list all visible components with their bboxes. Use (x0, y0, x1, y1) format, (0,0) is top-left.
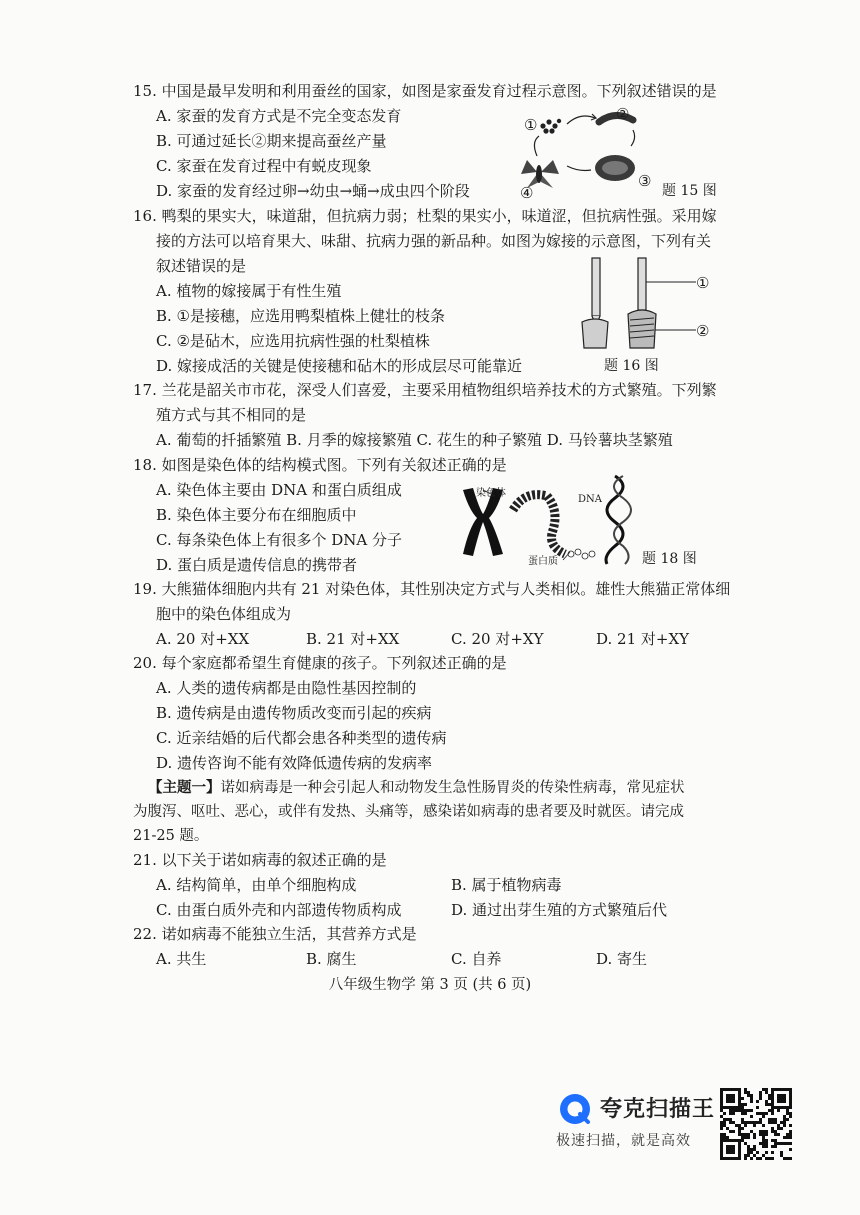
q21-stem: 21. 以下关于诺如病毒的叙述正确的是 (133, 851, 387, 869)
q18-label-chromosome: 染色体 (476, 488, 506, 499)
q20-option-d: D. 遗传咨询不能有效降低遗传病的发病率 (156, 754, 433, 772)
q16-stem-line3: 叙述错误的是 (156, 257, 247, 275)
q20-option-c: C. 近亲结婚的后代都会患各种类型的遗传病 (156, 729, 447, 747)
q17-stem-line2: 殖方式与其不相同的是 (156, 406, 307, 424)
grafting-figure (570, 252, 700, 352)
scanner-slogan: 极速扫描，就是高效 (556, 1133, 691, 1149)
q15-stem: 15. 中国是最早发明和利用蚕丝的国家，如图是家蚕发育过程示意图。下列叙述错误的是 (133, 82, 717, 100)
q15-label-4: ④ (520, 184, 534, 202)
q16-figure-caption: 题 16 图 (604, 358, 659, 374)
q21-option-b: B. 属于植物病毒 (451, 876, 562, 894)
q22-option-c: C. 自养 (451, 950, 502, 968)
q18-option-a: A. 染色体主要由 DNA 和蛋白质组成 (156, 481, 402, 499)
q18-label-dna: DNA (578, 494, 602, 505)
q16-stem-line1: 16. 鸭梨的果实大，味道甜，但抗病力弱；杜梨的果实小，味道涩，但抗病性强。采用嫁 (133, 207, 717, 225)
theme1-line3: 21-25 题。 (133, 828, 209, 844)
q18-stem: 18. 如图是染色体的结构模式图。下列有关叙述正确的是 (133, 456, 507, 474)
q16-stem-line2: 接的方法可以培育果大、味甜、抗病力强的新品种。如图为嫁接的示意图，下列有关 (156, 232, 712, 250)
scanner-logo-icon (558, 1092, 592, 1126)
q19-option-b: B. 21 对+XX (306, 630, 400, 648)
q20-option-a: A. 人类的遗传病都是由隐性基因控制的 (156, 679, 417, 697)
q19-option-c: C. 20 对+XY (451, 630, 544, 648)
theme1-text1: 诺如病毒是一种会引起人和动物发生急性肠胃炎的传染性病毒，常见症状 (220, 780, 685, 796)
q18-figure-caption: 题 18 图 (642, 551, 697, 567)
q15-label-3: ③ (638, 172, 652, 190)
theme1-line2: 为腹泻、呕吐、恶心，或伴有发热、头痛等，感染诺如病毒的患者要及时就医。请完成 (133, 804, 684, 820)
theme1-line1 (148, 777, 685, 799)
q21-option-d: D. 通过出芽生殖的方式繁殖后代 (451, 901, 668, 919)
q20-option-b: B. 遗传病是由遗传物质改变而引起的疾病 (156, 704, 432, 722)
q16-option-c: C. ②是砧木，应选用抗病性强的杜梨植株 (156, 332, 430, 350)
q16-option-b: B. ①是接穗，应选用鸭梨植株上健壮的枝条 (156, 307, 446, 325)
q19-option-a: A. 20 对+XX (156, 630, 250, 648)
q15-label-2: ② (616, 105, 630, 123)
q15-option-b: B. 可通过延长②期来提高蚕丝产量 (156, 132, 387, 150)
q15-option-c: C. 家蚕在发育过程中有蜕皮现象 (156, 157, 372, 175)
scanner-watermark (556, 1090, 716, 1160)
theme1-heading: 【主题一】 (148, 779, 221, 796)
q16-label-1: ① (696, 274, 710, 292)
q17-options: A. 葡萄的扦插繁殖 B. 月季的嫁接繁殖 C. 花生的种子繁殖 D. 马铃薯块茎繁殖 (156, 431, 673, 449)
q18-label-protein: 蛋白质 (528, 556, 558, 567)
q18-option-c: C. 每条染色体上有很多个 DNA 分子 (156, 531, 402, 549)
q15-figure-caption: 题 15 图 (662, 183, 717, 199)
q16-label-2: ② (696, 322, 710, 340)
q15-label-1: ① (524, 116, 538, 134)
q15-option-d: D. 家蚕的发育经过卵→幼虫→蛹→成虫四个阶段 (156, 182, 470, 200)
q19-option-d: D. 21 对+XY (596, 630, 690, 648)
q21-option-a: A. 结构简单，由单个细胞构成 (156, 876, 357, 894)
scanner-brand-name: 夸克扫描王 (600, 1097, 716, 1122)
q16-option-d: D. 嫁接成活的关键是使接穗和砧木的形成层尽可能靠近 (156, 357, 523, 375)
q20-stem: 20. 每个家庭都希望生育健康的孩子。下列叙述正确的是 (133, 654, 507, 672)
q17-stem-line1: 17. 兰花是韶关市市花，深受人们喜爱，主要采用植物组织培养技术的方式繁殖。下列繁 (133, 381, 717, 399)
q22-option-b: B. 腐生 (306, 950, 357, 968)
q22-option-d: D. 寄生 (596, 950, 648, 968)
q15-option-a: A. 家蚕的发育方式是不完全变态发育 (156, 107, 402, 125)
qr-code-icon (720, 1088, 792, 1160)
q22-stem: 22. 诺如病毒不能独立生活，其营养方式是 (133, 925, 417, 943)
q16-option-a: A. 植物的嫁接属于有性生殖 (156, 282, 342, 300)
q18-option-b: B. 染色体主要分布在细胞质中 (156, 506, 357, 524)
q19-stem-line2: 胞中的染色体组成为 (156, 605, 292, 623)
q22-option-a: A. 共生 (156, 950, 207, 968)
chromosome-structure-figure (455, 470, 645, 570)
page-footer: 八年级生物学 第 3 页 (共 6 页) (328, 977, 532, 993)
q19-stem-line1: 19. 大熊猫体细胞内共有 21 对染色体，其性别决定方式与人类相似。雄性大熊猫正常体细 (133, 580, 731, 598)
q18-option-d: D. 蛋白质是遗传信息的携带者 (156, 556, 358, 574)
q21-option-c: C. 由蛋白质外壳和内部遗传物质构成 (156, 901, 402, 919)
